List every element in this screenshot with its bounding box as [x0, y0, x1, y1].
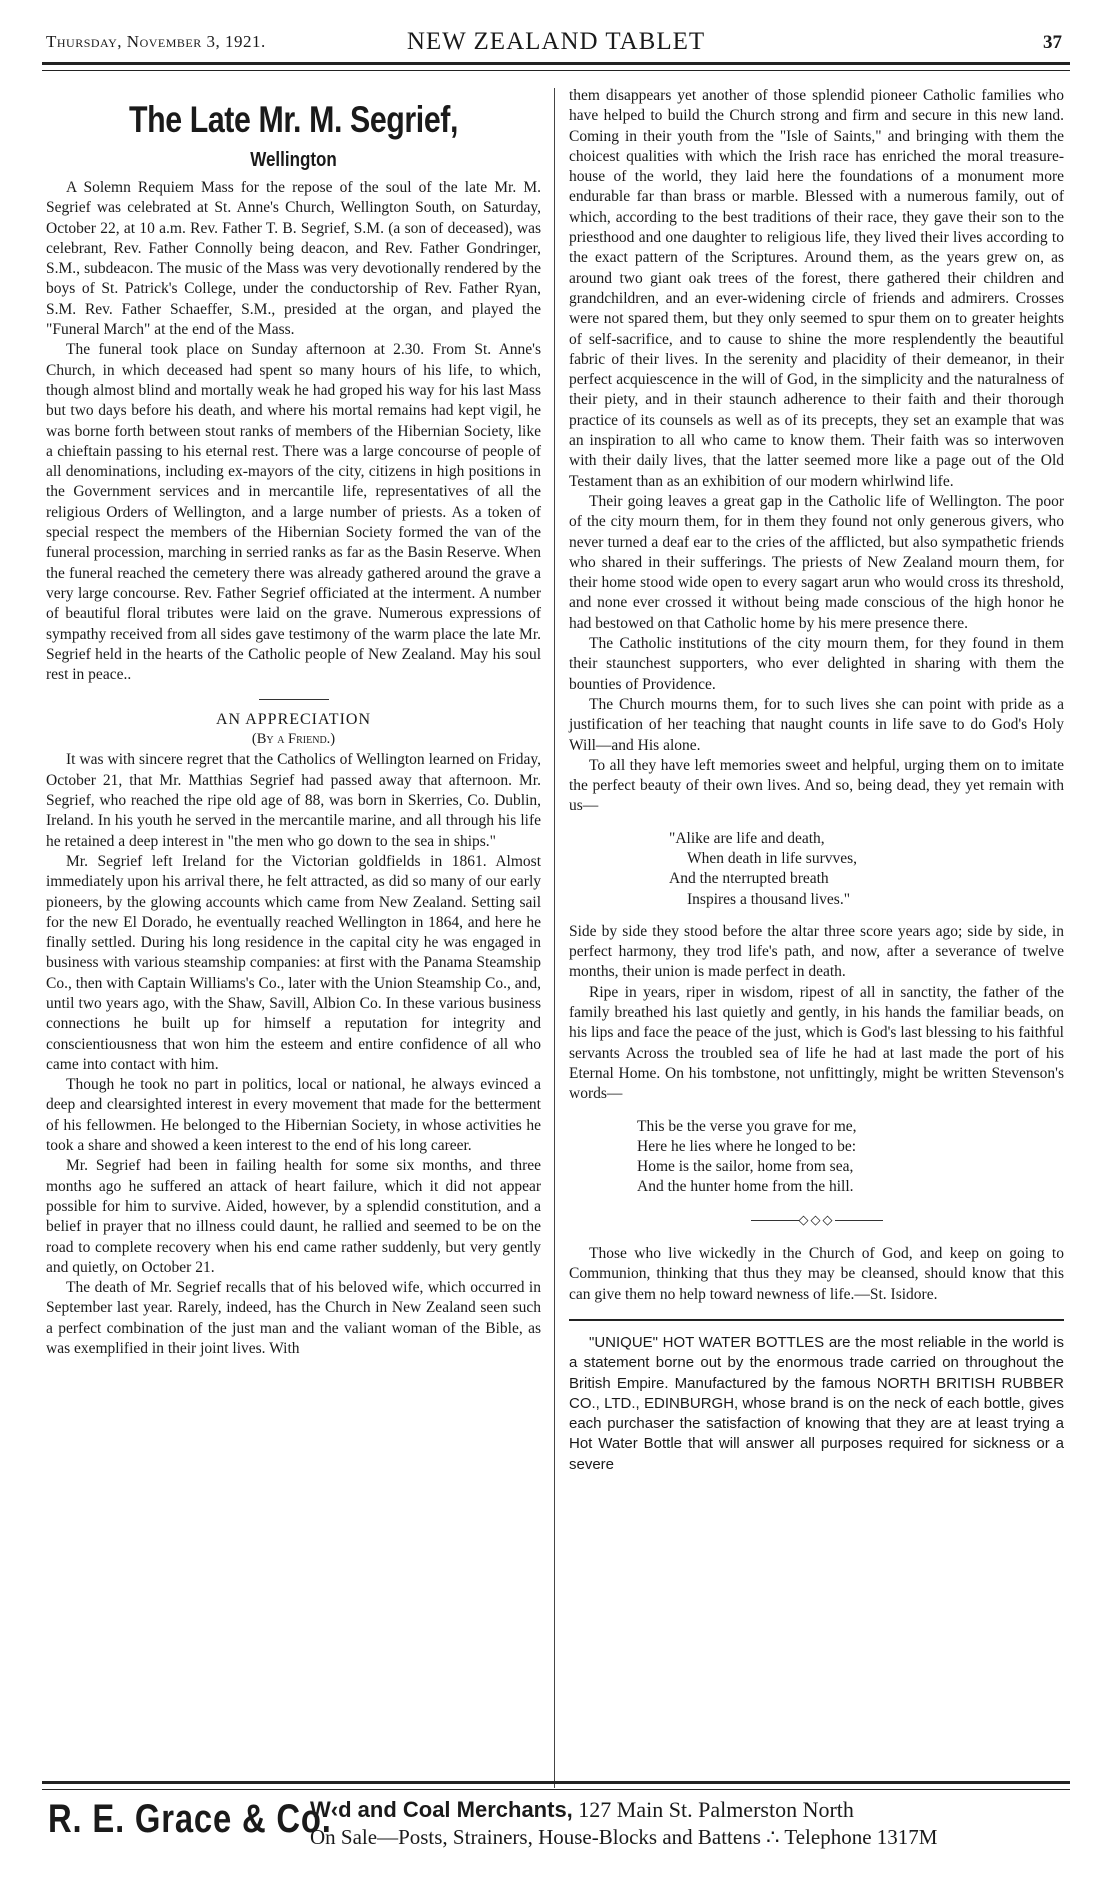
appreciation-title: AN APPRECIATION [215, 711, 371, 729]
appreciation-paragraph: Side by side they stood before the altar three score years ago; side by side, in perfect harmony, they trod life's path, and now, after a severance of twelve months, their union is made perfect in death. [569, 922, 1064, 981]
verse-line: This be the verse you grave for me, [637, 1117, 857, 1135]
ornament-divider [569, 1210, 1064, 1230]
footer-advert [42, 1781, 1070, 1856]
verse-quote [669, 829, 1064, 910]
verse-line: Inspires a thousand lives." [687, 890, 851, 908]
appreciation-paragraph: The death of Mr. Segrief recalls that of his beloved wife, which occurred in September last year. Rarely, indeed, has the Church in New Zealand seen such a perfect combination of the just man and the valiant woman of the Bible, as was exemplified in their joint lives. With [46, 1279, 541, 1358]
verse-line: "Alike are life and death, [669, 829, 825, 847]
appreciation-byline: (By a Friend.) [251, 731, 336, 748]
separator-mark: ∴ [766, 1825, 780, 1849]
header-rule [42, 62, 1070, 71]
ornament-glyph: ◇◇◇ [798, 1211, 835, 1227]
appreciation-paragraph: Their going leaves a great gap in the Catholic life of Wellington. The poor of the city mourn them, for in them they found not only generous givers, who never turned a deaf ear to the cries of the afflicted, but also sympathetic friends who shared in their sufferings. The priests of New Zealand mourn them, for their home stood wide open to every sagart arun who would cross its threshold, and none ever crossed it without being made conscious of the high honor he had bestowed on that Catholic home by his mere presence there. [569, 492, 1064, 632]
running-header [42, 26, 1070, 60]
appreciation-paragraph: them disappears yet another of those splendid pioneer Catholic families who have helped to build the Church strong and firm and secure in this new land. Coming in their youth from the "Isle of Saints," and bringing with them the choicest qualities with which the Irish race has enriched the moral treasure-house of the world, they laid here the foundations of a monument more endurable far than brass or marble. Blessed with a numerous family, out of which, according to the best traditions of their race, they gave their son to the priesthood and one daughter to religious life, they lived their lives according to the exact pattern of the Scriptures. Around them, as the years grew on, as around two giant oak trees of the forest, there gathered their children and grandchildren, and an ever-widening circle of friends and admirers. Crosses were not spared them, but they only seemed to spur them on to greater heights of self-sacrifice, and to cause to shine the more resplendently the beautiful fabric of their lives. In the serenity and placidity of their demeanor, in their perfect acquiescence in the will of God, in the simplicity and the naturalness of their piety, and in their staunch adherence to their faith and their thorough practice of its counsels as well as of its precepts, they set an example that was an inspiration to all who came to know them. Their faith was so interwoven with their daily lives, that the latter seemed more like a page out of the Old Testament than as an exhibition of our modern whirlwind life. [569, 87, 1064, 490]
verse-line: And the hunter home from the hill. [637, 1178, 854, 1196]
masthead: NEW ZEALAND TABLET [406, 28, 706, 55]
trade-description: W‹d and Coal Merchants, [310, 1797, 573, 1822]
appreciation-paragraph: Mr. Segrief had been in failing health for some six months, and three months ago he suffered an attack of heart failure, which it did not appear possible for him to survive. Aided, however, by a splendid constitution, and a belief in prayer that no illness could daunt, he rallied and seemed to be on the road to complete recovery when his end came rather suddenly, but very gently and quietly, on October 21. [46, 1157, 541, 1276]
firm-address: 127 Main St. Palmerston North [578, 1797, 854, 1822]
firm-name: R. E. Grace & Co. [48, 1797, 332, 1841]
appreciation-paragraph: Mr. Segrief left Ireland for the Victorian goldfields in 1861. Almost immediately upon his arrival there, he felt attracted, as did so many of our early pioneers, by the glowing accounts which came from New Zealand. Setting sail for the new El Dorado, he eventually reached Wellington in 1864, and here he finally settled. During his long residence in the capital city he was engaged in business with various steamship companies: at first with the Panama Steamship Co., then with Captain Williams's Co., later with the Union Steamship Co., and, until two years ago, with the Shaw, Savill, Albion Co. In these various business connections he built up for himself a reputation for integrity and conscientiousness that won him the esteem and entire confidence of all who came into contact with him. [46, 852, 541, 1073]
appreciation-paragraph: Ripe in years, riper in wisdom, ripest of all in sanctity, the father of the family breathed his last quietly and gently, in his hands the familiar beads, on his lips and face the peace of the just, which is God's last blessing to his faithful servants Across the troubled sea of life he had at last made the port of his Eternal Home. On his tombstone, not unfittingly, might be written Stevenson's words— [569, 983, 1064, 1103]
telephone: Telephone 1317M [784, 1825, 938, 1849]
advert-text: "UNIQUE" HOT WATER BOTTLES are the most reliable in the world is a statement borne out by the enormous trade carried on throughout the British Empire. Manufactured by the famous NORTH BRITISH RUBBER CO., LTD., EDINBURGH, whose brand is on the neck of each bottle, gives each purchaser the satisfaction of knowing that they are at least trying a Hot Water Bottle that will answer all purposes required for sickness or a severe [569, 1333, 1064, 1473]
right-column [569, 86, 1064, 1475]
appreciation-paragraph: To all they have left memories sweet and helpful, urging them on to imitate the perfect beauty of their own lives. And so, being dead, they yet remain with us— [569, 756, 1064, 815]
appreciation-paragraph: The Church mourns them, for to such lives she can point with pride as a justification of her teaching that naught counts in life save to do God's Holy Will—and His alone. [569, 695, 1064, 754]
sale-line [310, 1825, 937, 1850]
verse-line: Here he lies where he longed to be: [637, 1137, 857, 1155]
section-rule [259, 699, 329, 700]
footer-rule [42, 1781, 1070, 1790]
appreciation-paragraph: It was with sincere regret that the Catholics of Wellington learned on Friday, October 21, that Mr. Matthias Segrief had passed away that afternoon. Mr. Segrief, who reached the ripe old age of 88, was born in Skerries, Co. Dublin, Ireland. In his youth he served in the mercantile marine, and all through his life he retained a deep interest in "the men who go down to the sea in ships." [46, 751, 541, 850]
newspaper-page [42, 26, 1070, 1856]
article-subtitle: Wellington [250, 149, 337, 171]
appreciation-paragraph: The Catholic institutions of the city mourn them, for they found in them their staunchest supporters, who ever delighted in sharing with them the bounties of Providence. [569, 635, 1064, 693]
article-title: The Late Mr. M. Segrief, [128, 99, 459, 140]
article-paragraph: A Solemn Requiem Mass for the repose of the soul of the late Mr. M. Segrief was celebrated at St. Anne's Church, Wellington South, on Saturday, October 22, at 10 a.m. Rev. Father T. B. Segrief, S.M. (a son of deceased), was celebrant, Rev. Father Connolly being deacon, and Rev. Father Gondringer, S.M., subdeacon. The music of the Mass was very devotionally rendered by the boys of St. Patrick's College, under the conductorship of Rev. Father Ryan, S.M. Rev. Father Schaeffer, S.M., presided at the organ, and played the "Funeral March" at the end of the Mass. [46, 179, 541, 339]
appreciation-paragraph: Though he took no part in politics, local or national, he always evinced a deep and clearsighted interest in every movement that made for the betterment of his fellowmen. He belonged to the Hibernian Society, in whose activities he took a share and showed a keen interest to the end of his long career. [46, 1076, 541, 1155]
verse-line: When death in life survves, [687, 849, 858, 867]
issue-date: Thursday, November 3, 1921. [46, 32, 266, 51]
verse-line: And the nterrupted breath [669, 870, 829, 888]
article-paragraph: The funeral took place on Sunday afternoon at 2.30. From St. Anne's Church, in which deceased had spent so many hours of his life, to which, though almost blind and mortally weak he had groped his way for his last Mass but two days before his death, and where his mortal remains had kept vigil, he was borne forth between stout ranks of members of the Hibernian Society, like a chieftain passing to his eternal rest. There was a large concourse of people of all denominations, including ex-mayors of the city, citizens in high positions in the Government services and in mercantile life, representatives of all the religious Orders of Wellington, and a large number of priests. As a token of special respect the members of the Hibernian Society formed the van of the funeral procession, marching in serried ranks as far as the Basin Reserve. When the funeral reached the cemetery there was already gathered around the grave a very large concourse. Rev. Father Segrief officiated at the interment. A number of beautiful floral tributes were laid on the grave. Numerous expressions of sympathy received from all sides gave testimony of the warm place the late Mr. Segrief held in the hearts of the Catholic people of New Zealand. May his soul rest in peace.. [46, 341, 541, 684]
page-number: 37 [1043, 32, 1062, 53]
left-column [46, 86, 541, 1359]
sale-items: On Sale—Posts, Strainers, House-Blocks and Battens [310, 1825, 761, 1849]
filler-paragraph: Those who live wickedly in the Church of God, and keep on going to Communion, thinking that thus they may be cleansed, should know that this can give them no help toward newness of life.—St. Isidore. [569, 1245, 1064, 1303]
verse-line: Home is the sailor, home from sea, [637, 1158, 854, 1176]
hot-water-bottle-advert [569, 1319, 1064, 1475]
trade-line [310, 1797, 854, 1823]
column-divider [554, 88, 555, 1788]
stevenson-verse [637, 1117, 1064, 1198]
